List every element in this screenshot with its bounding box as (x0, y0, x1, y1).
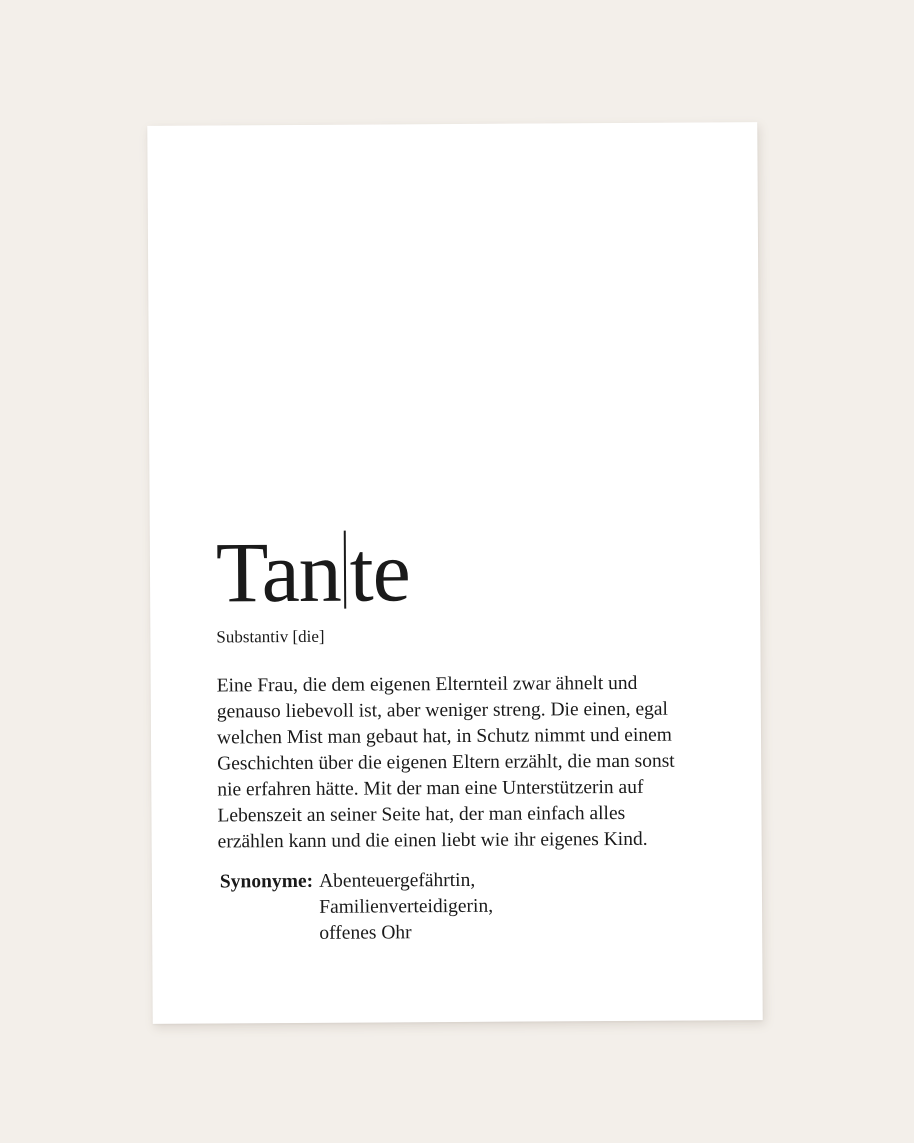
synonym-item: offenes Ohr (319, 922, 412, 944)
synonyms-block (218, 867, 688, 948)
synonym-item: Familienverteidigerin, (319, 895, 494, 918)
syllable-divider (343, 531, 345, 609)
part-of-speech: Substantiv [die] (216, 626, 325, 647)
synonyms-label: Synonyme: (219, 870, 314, 893)
synonyms-list (319, 868, 493, 947)
headword-syllable-1: Tan (215, 523, 341, 621)
definition-card (147, 122, 762, 1024)
synonym-item: Abenteuergefährtin, (319, 869, 476, 892)
headword-syllable-2: te (349, 523, 411, 620)
card-content (216, 525, 689, 948)
headword (215, 523, 687, 621)
definition-text: Eine Frau, die dem eigenen Elternteil zwar ähnelt und genauso liebevoll ist, aber weniger streng. Die einen, egal welchen Mist man gebaut hat, in Schutz nimmt und einem Geschichten über die eigenen Eltern erzählt, die man sonst nie erfahren hätte. Mit der man eine Unterstützerin auf Lebenszeit an seiner Seite hat, der man einfach alles erzählen kann und die einen liebt wie ihr eigenes Kind. (216, 672, 675, 853)
